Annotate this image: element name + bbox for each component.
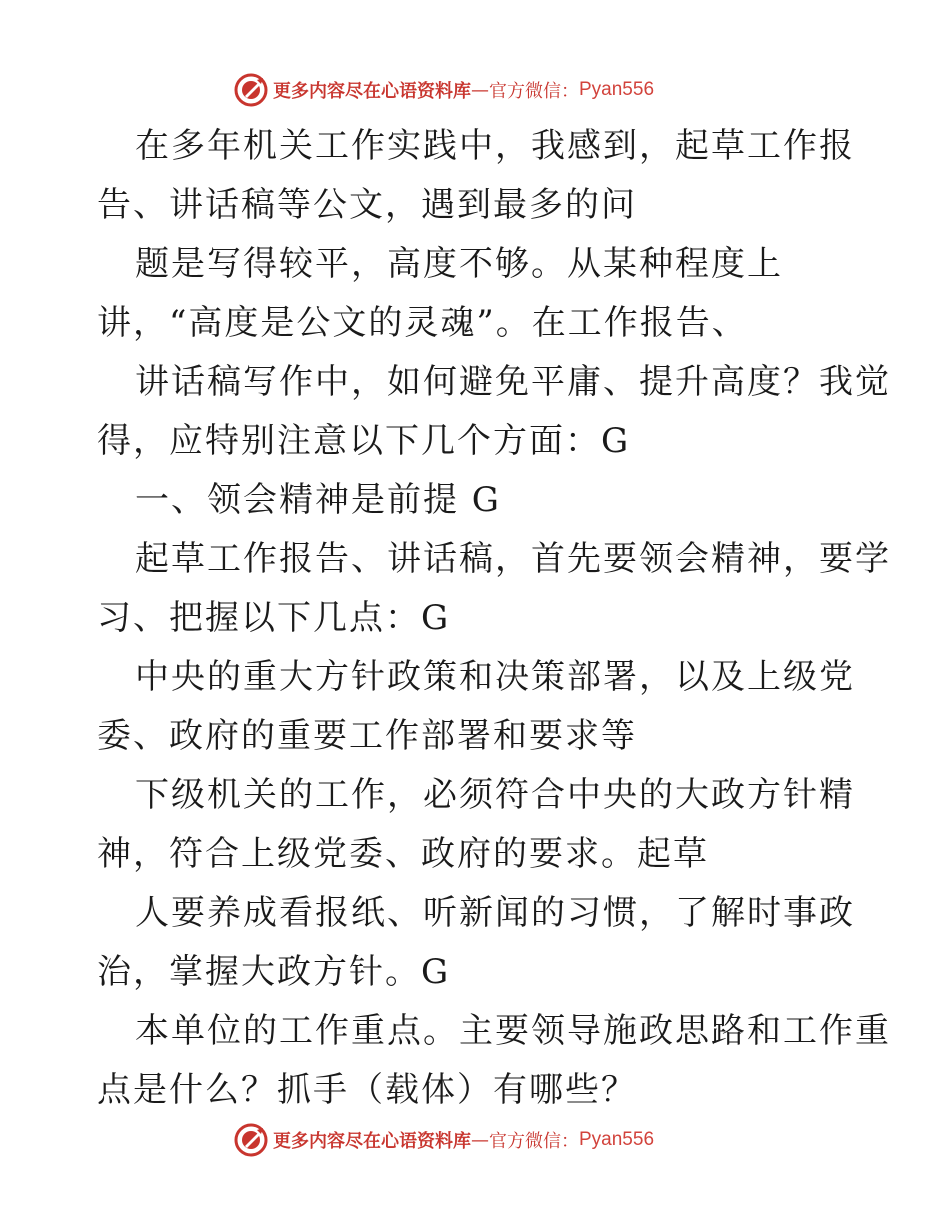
paragraph-line: 点是什么？抓手（载体）有哪些？ — [97, 1070, 637, 1110]
header-banner — [233, 70, 654, 110]
paragraph-line: 习、把握以下几点：G — [97, 598, 451, 638]
banner-wechat-id: Pyan556 — [579, 79, 655, 100]
brand-logo-icon — [233, 72, 269, 108]
paragraph-line: 讲话稿写作中，如何避免平庸、提升高度？我觉 — [135, 362, 891, 402]
banner-wechat-id: Pyan556 — [579, 1129, 655, 1150]
banner-main-text: 更多内容尽在心语资料库 — [273, 1131, 471, 1152]
paragraph-line: 人要养成看报纸、听新闻的习惯，了解时事政 — [135, 893, 855, 933]
paragraph-line: 中央的重大方针政策和决策部署，以及上级党 — [135, 657, 855, 697]
banner-dash: — — [471, 79, 489, 101]
paragraph-line: 讲，“高度是公文的灵魂”。在工作报告、 — [97, 303, 748, 343]
paragraph-line: 起草工作报告、讲话稿，首先要领会精神，要学 — [135, 539, 891, 579]
banner-main-text: 更多内容尽在心语资料库 — [273, 81, 471, 102]
paragraph-line: 委、政府的重要工作部署和要求等 — [97, 716, 637, 756]
section-heading: 一、领会精神是前提 G — [135, 480, 501, 520]
paragraph-line: 治，掌握大政方针。G — [97, 952, 451, 992]
footer-banner — [233, 1120, 654, 1160]
brand-logo-icon — [233, 1122, 269, 1158]
banner-dash: — — [471, 1129, 489, 1151]
paragraph-line: 得，应特别注意以下几个方面：G — [97, 421, 631, 461]
paragraph-line: 下级机关的工作，必须符合中央的大政方针精 — [135, 775, 855, 815]
paragraph-line: 告、讲话稿等公文，遇到最多的问 — [97, 185, 637, 225]
paragraph-line: 本单位的工作重点。主要领导施政思路和工作重 — [135, 1011, 891, 1051]
banner-official-label: 官方微信： — [489, 81, 579, 102]
paragraph-line: 题是写得较平，高度不够。从某种程度上 — [135, 244, 783, 284]
paragraph-line: 在多年机关工作实践中，我感到，起草工作报 — [135, 126, 855, 166]
banner-official-label: 官方微信： — [489, 1131, 579, 1152]
paragraph-line: 神，符合上级党委、政府的要求。起草 — [97, 834, 709, 874]
